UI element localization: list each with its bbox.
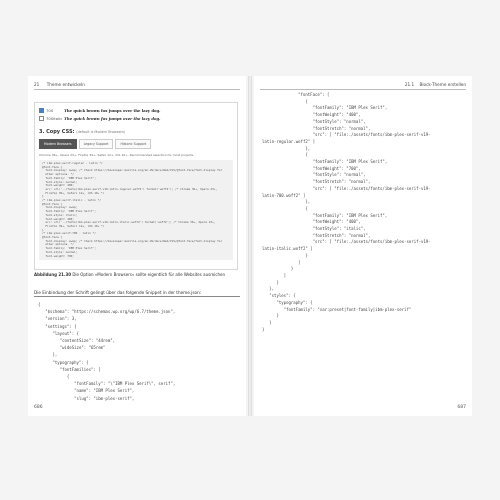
copy-css-hint: (default is Modern Browsers): [76, 130, 126, 134]
right-page: [254, 76, 472, 416]
left-page-header: [34, 82, 240, 90]
left-page: [28, 76, 246, 416]
json-code-right: "fontFace": [ { "fontFamily": "IBM Plex Serif", "fontWeight": "400", "fontStyle": "normal", "fontStretch": "normal", "src": [ "file:./assets/fonts/ibm-plex-serif-v19- latin-regular.woff2" ] }, { "fontFamily": "IBM Plex Serif", "fontWeight": "700", "fontStyle": "normal", "fontStretch": "normal", "src": [ "file:./assets/fonts/ibm-plex-serif-v19- latin-700.woff2" ] }, { "fontFamily": "IBM Plex Serif", "fontWeight": "400", "fontStyle": "italic", "fontStretch": "normal", "src": [ "file:./assets/fonts/ibm-plex-serif-v19- latin-italic.woff2" ] } ] } ] } }, "styles": { "typography": { "fontFamily": "var:preset|font-family|ibm-plex-serif" } } }: [262, 92, 431, 332]
chapter-title: Theme entwickeln: [46, 82, 85, 87]
intro-paragraph: Die Einbindung der Schrift gelingt über das folgende Snippet in der theme.json:: [34, 290, 240, 297]
tab-legacy-support[interactable]: Legacy Support: [79, 139, 114, 149]
copy-css-title: [39, 129, 237, 135]
chapter-number: 21: [34, 82, 40, 87]
font-sample: The quick brown fox jumps over the lazy dog.: [64, 115, 161, 121]
tab-modern-browsers[interactable]: Modern Browsers: [39, 139, 77, 149]
weight-row: [39, 114, 233, 122]
copy-css-label: 3. Copy CSS:: [39, 129, 75, 135]
book-spine: [248, 76, 252, 416]
page-number-left: 686: [34, 405, 43, 410]
weight-list: [35, 103, 237, 122]
browser-support-tabs: [39, 139, 237, 149]
json-code-left: { "$schema": "https://schemas.wp.org/wp/6.7/theme.json", "version": 3, "settings": { "layout": { "contentSize": "44rem", "wideSize": "65rem" }, "typography": { "fontFamilies": [ { "fontFamily": "\"IBM Plex Serif\", serif", "name": "IBM Plex Serif", "slug": "ibm-plex-serif",: [38, 302, 176, 401]
weight-checkbox[interactable]: [39, 108, 44, 113]
right-page-header: [260, 82, 466, 90]
section-number: 21.1: [404, 82, 415, 87]
figure-screenshot: [34, 102, 238, 270]
figure-caption: [34, 272, 240, 278]
caption-label: Abbildung 21.30: [34, 272, 72, 277]
tab-historic-support[interactable]: Historic Support: [115, 139, 151, 149]
section-title: Block-Theme erstellen: [419, 82, 466, 87]
support-description: Chrome 36+, Opera 23+, Firefox 39+, Safari 12+, iOS 10+. Recommended selection for most projects.: [39, 153, 195, 157]
font-sample: The quick brown fox jumps over the lazy dog.: [64, 107, 161, 113]
weight-checkbox[interactable]: [39, 116, 44, 121]
weight-row: [39, 106, 233, 114]
weight-label: 700italic: [46, 115, 63, 121]
caption-text: Die Option »Modern Browsers« sollte eigentlich für alle Websites ausreichen: [72, 272, 226, 277]
page-number-right: 687: [457, 405, 466, 410]
css-code-box[interactable]: /* ibm-plex-serif-regular - latin */ @font-face { font-display: swap; /* Check https://developer.mozilla.org/en-US/docs/Web/CSS/@font-face/font-display for other options. */ font-family: 'IBM Plex Serif'; font-style: normal; font-weight: 400; src: url('../fonts/ibm-plex-serif-v19-latin-regular.woff2') format('woff2'); /* Chrome 36+, Opera 23+, Firefox 39+, Safari 12+, iOS 10+ */ } /* ibm-plex-serif-italic - latin */ @font-face { font-display: swap; font-family: 'IBM Plex Serif'; font-style: italic; font-weight: 400; src: url('../fonts/ibm-plex-serif-v19-latin-italic.woff2') format('woff2'); /* Chrome 36+, Opera 23+, Firefox 39+, Safari 12+, iOS 10+ */ } /* ibm-plex-serif-700 - latin */ @font-face { font-display: swap; /* Check https://developer.mozilla.org/en-US/docs/Web/CSS/@font-face/font-display for other options. */ font-family: 'IBM Plex Serif'; font-style: normal; font-weight: 700;: [39, 160, 233, 260]
weight-label: 700: [46, 107, 54, 113]
